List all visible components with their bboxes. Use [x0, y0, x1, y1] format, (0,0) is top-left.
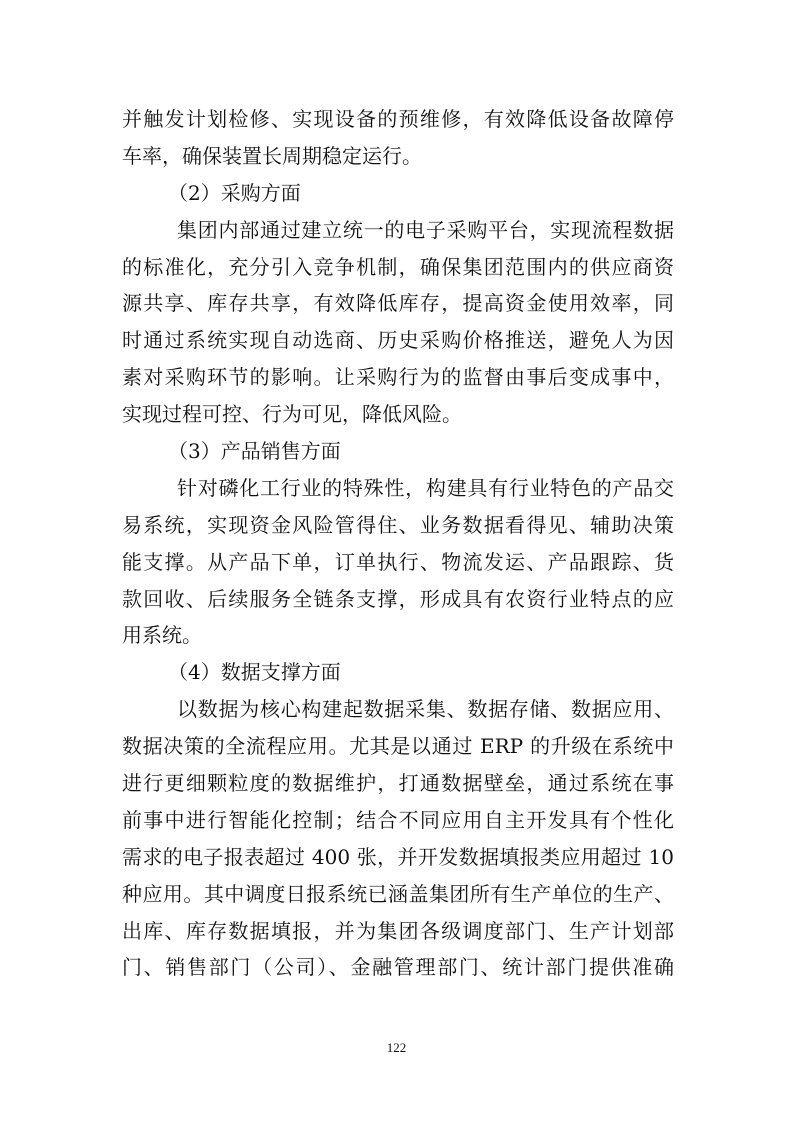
body-text: [122, 101, 674, 986]
paragraph-line: 用系统。: [122, 623, 202, 648]
paragraph-line: 前事中进行智能化控制；结合不同应用自主开发具有个性化: [122, 807, 674, 832]
paragraph-line: 易系统，实现资金风险管得住、业务数据看得见、辅助决策: [122, 512, 674, 537]
section-heading-procurement: （2）采购方面: [168, 180, 301, 205]
section-heading-data-support: （4）数据支撑方面: [168, 660, 341, 685]
section-heading-product-sales: （3）产品销售方面: [168, 439, 341, 464]
paragraph-line: 出库、库存数据填报，并为集团各级调度部门、生产计划部: [122, 918, 674, 943]
paragraph-line: 针对磷化工行业的特殊性，构建具有行业特色的产品交: [177, 475, 674, 500]
paragraph-line: 种应用。其中调度日报系统已涵盖集团所有生产单位的生产、: [122, 881, 674, 906]
paragraph-line: 车率，确保装置长周期稳定运行。: [122, 143, 422, 168]
paragraph-line: 门、销售部门（公司）、金融管理部门、统计部门提供准确: [122, 955, 674, 980]
paragraph-line: 集团内部通过建立统一的电子采购平台，实现流程数据: [177, 217, 674, 242]
paragraph-line: 数据决策的全流程应用。尤其是以通过 ERP 的升级在系统中: [122, 734, 674, 759]
paragraph-line: 并触发计划检修、实现设备的预维修，有效降低设备故障停: [122, 107, 674, 131]
paragraph-line: 时通过系统实现自动选商、历史采购价格推送，避免人为因: [122, 328, 674, 353]
paragraph-line: 需求的电子报表超过 400 张，并开发数据填报类应用超过 10: [122, 844, 674, 869]
paragraph-line: 素对采购环节的影响。让采购行为的监督由事后变成事中，: [122, 365, 674, 390]
paragraph-line: 源共享、库存共享，有效降低库存，提高资金使用效率，同: [122, 291, 674, 316]
paragraph-line: 进行更细颗粒度的数据维护，打通数据壁垒，通过系统在事: [122, 771, 674, 796]
paragraph-line: 款回收、后续服务全链条支撑，形成具有农资行业特点的应: [122, 586, 674, 611]
paragraph-line: 的标准化，充分引入竞争机制，确保集团范围内的供应商资: [122, 254, 674, 279]
paragraph-line: 能支撑。从产品下单，订单执行、物流发运、产品跟踪、货: [122, 549, 674, 574]
paragraph-line: 实现过程可控、行为可见，降低风险。: [122, 402, 462, 427]
paragraph-line: 以数据为核心构建起数据采集、数据存储、数据应用、: [177, 697, 674, 722]
page-number: 122: [386, 1040, 407, 1055]
